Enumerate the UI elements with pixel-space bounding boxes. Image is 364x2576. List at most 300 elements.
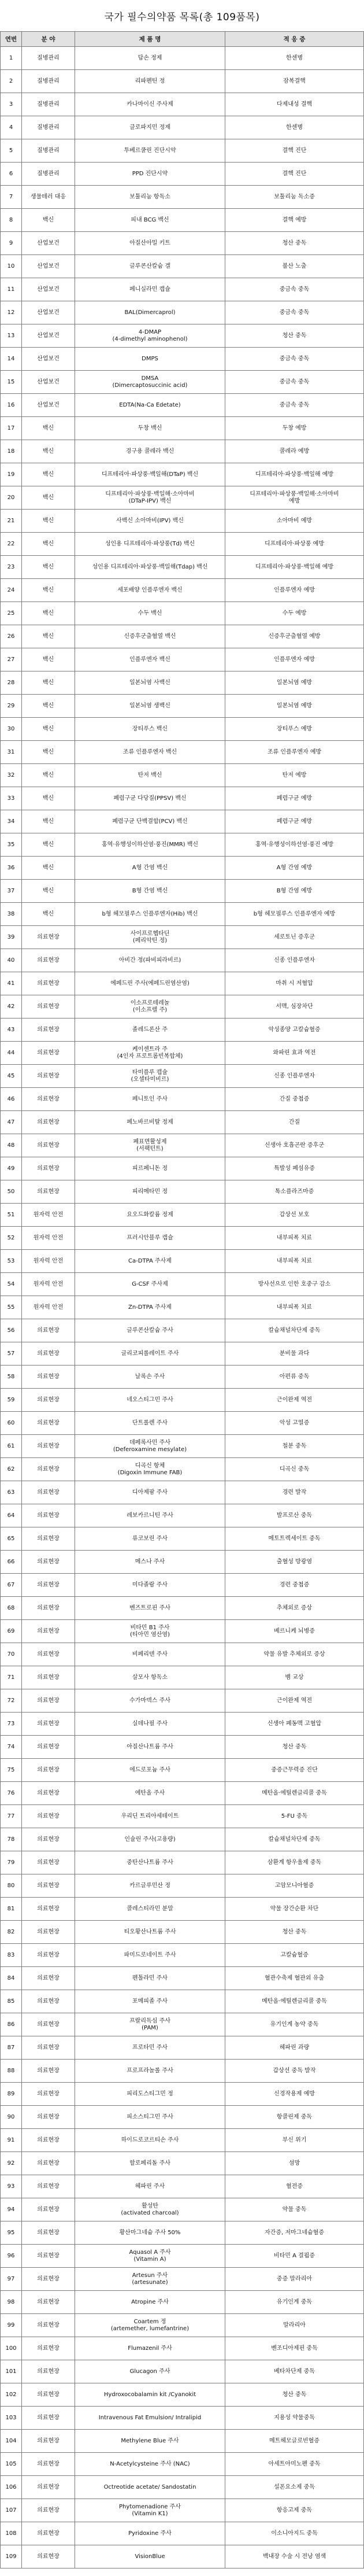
row-number: 62 bbox=[1, 1458, 22, 1481]
table-row bbox=[1, 2407, 364, 2430]
indication-cell: 홍역·유행성이하선염·풍진 예방 bbox=[225, 833, 364, 857]
table-row bbox=[1, 1643, 364, 1666]
indication-cell: 인플루엔자 예방 bbox=[225, 579, 364, 602]
product-name: 아질산아밀 키트 bbox=[75, 232, 225, 255]
row-number: 85 bbox=[1, 1990, 22, 2013]
table-row bbox=[1, 2545, 364, 2568]
row-number: 71 bbox=[1, 1666, 22, 1689]
product-name: 레보카르니틴 주사 bbox=[75, 1504, 225, 1527]
row-number: 75 bbox=[1, 1759, 22, 1782]
product-name: 피소스티그민 주사 bbox=[75, 2106, 225, 2129]
table-row bbox=[1, 2106, 364, 2129]
row-number: 99 bbox=[1, 2314, 22, 2337]
table-row bbox=[1, 440, 364, 463]
table-row bbox=[1, 695, 364, 718]
table-row bbox=[1, 1389, 364, 1412]
row-number: 36 bbox=[1, 857, 22, 880]
field-cell: 의료현장 bbox=[22, 1065, 75, 1088]
row-number: 25 bbox=[1, 602, 22, 625]
field-cell: 의료현장 bbox=[22, 1389, 75, 1412]
table-row bbox=[1, 2013, 364, 2036]
field-cell: 원자력 안전 bbox=[22, 1296, 75, 1319]
row-number: 58 bbox=[1, 1365, 22, 1389]
indication-cell: 특발성 폐섬유증 bbox=[225, 1157, 364, 1180]
product-name: 홍역·유행성이하선염·풍진(MMR) 백신 bbox=[75, 833, 225, 857]
field-cell: 의료현장 bbox=[22, 2036, 75, 2060]
table-row bbox=[1, 2476, 364, 2499]
row-number: 93 bbox=[1, 2175, 22, 2198]
table-row bbox=[1, 2291, 364, 2314]
table-row bbox=[1, 2314, 364, 2337]
row-number: 70 bbox=[1, 1643, 22, 1666]
product-name: 실데나필 주사 bbox=[75, 1713, 225, 1736]
indication-cell: 신경작용제 예방 bbox=[225, 2083, 364, 2106]
row-number: 68 bbox=[1, 1597, 22, 1620]
row-number: 82 bbox=[1, 1921, 22, 1944]
product-name: 글리코피롤레이트 주사 bbox=[75, 1342, 225, 1365]
field-cell: 원자력 안전 bbox=[22, 1250, 75, 1273]
product-name: N-Acetylcysteine 주사 (NAC) bbox=[75, 2453, 225, 2476]
indication-cell: 고칼슘혈증 bbox=[225, 1944, 364, 1967]
field-cell: 의료현장 bbox=[22, 1689, 75, 1713]
table-row bbox=[1, 209, 364, 232]
field-cell: 의료현장 bbox=[22, 949, 75, 972]
table-row bbox=[1, 1851, 364, 1874]
row-number: 88 bbox=[1, 2060, 22, 2083]
product-name: 사이프로헵타딘 (페리악틴 정) bbox=[75, 926, 225, 949]
indication-cell: 혈전증 bbox=[225, 2175, 364, 2198]
row-number: 3 bbox=[1, 93, 22, 116]
table-row bbox=[1, 810, 364, 833]
field-cell: 백신 bbox=[22, 857, 75, 880]
field-cell: 의료현장 bbox=[22, 1597, 75, 1620]
table-row bbox=[1, 1527, 364, 1551]
product-name: 조류 인플루엔자 백신 bbox=[75, 741, 225, 764]
row-number: 95 bbox=[1, 2221, 22, 2245]
row-number: 28 bbox=[1, 671, 22, 695]
row-number: 96 bbox=[1, 2245, 22, 2268]
row-number: 40 bbox=[1, 949, 22, 972]
field-cell: 산업보건 bbox=[22, 301, 75, 324]
table-row bbox=[1, 1250, 364, 1273]
table-row bbox=[1, 2175, 364, 2198]
indication-cell: 디프테리아·파상풍 예방 bbox=[225, 533, 364, 556]
table-row bbox=[1, 255, 364, 278]
row-number: 18 bbox=[1, 440, 22, 463]
row-number: 54 bbox=[1, 1273, 22, 1296]
row-number: 78 bbox=[1, 1828, 22, 1851]
product-name: 단트롤렌 주사 bbox=[75, 1412, 225, 1435]
row-number: 20 bbox=[1, 486, 22, 510]
product-name: 프로타민 주사 bbox=[75, 2036, 225, 2060]
indication-cell: 철분 중독 bbox=[225, 1435, 364, 1458]
indication-cell: 항응고제 중독 bbox=[225, 2499, 364, 2522]
field-cell: 의료현장 bbox=[22, 972, 75, 995]
table-row bbox=[1, 1874, 364, 1898]
product-name: G-CSF 주사제 bbox=[75, 1273, 225, 1296]
row-number: 27 bbox=[1, 648, 22, 671]
table-row bbox=[1, 1689, 364, 1713]
indication-cell: 서맥, 심장차단 bbox=[225, 995, 364, 1018]
product-name: 폐표면활성제 (서팩턴트) bbox=[75, 1134, 225, 1157]
table-row bbox=[1, 1759, 364, 1782]
row-number: 89 bbox=[1, 2083, 22, 2106]
product-name: 세포배양 인플루엔자 백신 bbox=[75, 579, 225, 602]
product-name: 프로프라놀롤 주사 bbox=[75, 2060, 225, 2083]
indication-cell: 항콜린제 중독 bbox=[225, 2106, 364, 2129]
field-cell: 백신 bbox=[22, 810, 75, 833]
indication-cell: 메탄올·에틸렌글리콜 중독 bbox=[225, 1782, 364, 1805]
product-name: 콜레스티라민 분말 bbox=[75, 1898, 225, 1921]
indication-cell: 수두 예방 bbox=[225, 602, 364, 625]
row-number: 2 bbox=[1, 70, 22, 93]
field-cell: 의료현장 bbox=[22, 1504, 75, 1527]
table-row bbox=[1, 556, 364, 579]
table-row bbox=[1, 1365, 364, 1389]
field-cell: 백신 bbox=[22, 602, 75, 625]
table-row bbox=[1, 718, 364, 741]
table-row bbox=[1, 139, 364, 163]
field-cell: 백신 bbox=[22, 486, 75, 510]
indication-cell: 고암모니아혈증 bbox=[225, 1874, 364, 1898]
row-number: 74 bbox=[1, 1736, 22, 1759]
table-row bbox=[1, 1481, 364, 1504]
field-cell: 의료현장 bbox=[22, 2430, 75, 2453]
table-row bbox=[1, 949, 364, 972]
table-row bbox=[1, 857, 364, 880]
indication-cell: 톡소플라즈마증 bbox=[225, 1180, 364, 1204]
field-cell: 의료현장 bbox=[22, 1527, 75, 1551]
row-number: 15 bbox=[1, 371, 22, 394]
row-number: 8 bbox=[1, 209, 22, 232]
table-row bbox=[1, 2152, 364, 2175]
row-number: 77 bbox=[1, 1805, 22, 1828]
field-cell: 산업보건 bbox=[22, 348, 75, 371]
field-cell: 의료현장 bbox=[22, 1111, 75, 1134]
row-number: 48 bbox=[1, 1134, 22, 1157]
row-number: 61 bbox=[1, 1435, 22, 1458]
row-number: 83 bbox=[1, 1944, 22, 1967]
indication-cell: 신증후군출혈열 예방 bbox=[225, 625, 364, 648]
product-name: Coartem 정 (artemether, lumefantrine) bbox=[75, 2314, 225, 2337]
row-number: 69 bbox=[1, 1620, 22, 1643]
field-cell: 의료현장 bbox=[22, 1713, 75, 1736]
indication-cell: 벤조디아제핀 중독 bbox=[225, 2337, 364, 2360]
row-number: 32 bbox=[1, 764, 22, 787]
indication-cell: 불산 노출 bbox=[225, 255, 364, 278]
row-number: 109 bbox=[1, 2545, 22, 2568]
indication-cell: 아세트아미노펜 중독 bbox=[225, 2453, 364, 2476]
product-name: 활성탄 (activated charcoal) bbox=[75, 2198, 225, 2221]
table-row bbox=[1, 486, 364, 510]
field-cell: 의료현장 bbox=[22, 2499, 75, 2522]
product-name: 디곡신 항체 (Digoxin Immune FAB) bbox=[75, 1458, 225, 1481]
row-number: 52 bbox=[1, 1227, 22, 1250]
product-name: 헤파린 주사 bbox=[75, 2175, 225, 2198]
product-name: Phytomenadione 주사 (Vitamin K1) bbox=[75, 2499, 225, 2522]
product-name: B형 간염 백신 bbox=[75, 880, 225, 903]
indication-cell: 칼슘채널차단제 중독 bbox=[225, 1319, 364, 1342]
table-row bbox=[1, 186, 364, 209]
indication-cell: 일본뇌염 예방 bbox=[225, 671, 364, 695]
indication-cell: 근이완제 역전 bbox=[225, 1689, 364, 1713]
field-cell: 백신 bbox=[22, 695, 75, 718]
product-name: Hydroxocobalamin kit /Cyanokit bbox=[75, 2383, 225, 2407]
row-number: 24 bbox=[1, 579, 22, 602]
table-row bbox=[1, 1180, 364, 1204]
field-cell: 백신 bbox=[22, 833, 75, 857]
row-number: 59 bbox=[1, 1389, 22, 1412]
product-name: 답손 정제 bbox=[75, 47, 225, 70]
row-number: 16 bbox=[1, 394, 22, 417]
product-name: DMSA (Dimercaptosuccinic acid) bbox=[75, 371, 225, 394]
table-row bbox=[1, 93, 364, 116]
product-name: 프랄리독심 주사 (PAM) bbox=[75, 2013, 225, 2036]
table-row bbox=[1, 1828, 364, 1851]
product-name: 피내 BCG 백신 bbox=[75, 209, 225, 232]
table-row bbox=[1, 2221, 364, 2245]
row-number: 34 bbox=[1, 810, 22, 833]
row-number: 108 bbox=[1, 2522, 22, 2545]
field-cell: 백신 bbox=[22, 880, 75, 903]
table-row bbox=[1, 2060, 364, 2083]
indication-cell: 메토트렉세이트 중독 bbox=[225, 1527, 364, 1551]
table-row bbox=[1, 371, 364, 394]
field-cell: 산업보건 bbox=[22, 255, 75, 278]
indication-cell: 콜레라 예방 bbox=[225, 440, 364, 463]
product-name: 에페드린 주사(에페드린염산염) bbox=[75, 972, 225, 995]
product-name: Aquasol A 주사 (Vitamin A) bbox=[75, 2245, 225, 2268]
field-cell: 의료현장 bbox=[22, 926, 75, 949]
row-number: 103 bbox=[1, 2407, 22, 2430]
indication-cell: 내부피폭 치료 bbox=[225, 1227, 364, 1250]
product-name: A형 간염 백신 bbox=[75, 857, 225, 880]
product-name: 피리메타민 정 bbox=[75, 1180, 225, 1204]
product-name: b형 헤모필루스 인플루엔자(Hib) 백신 bbox=[75, 903, 225, 926]
product-name: Ca-DTPA 주사제 bbox=[75, 1250, 225, 1273]
field-cell: 의료현장 bbox=[22, 1967, 75, 1990]
field-cell: 의료현장 bbox=[22, 1736, 75, 1759]
field-cell: 원자력 안전 bbox=[22, 1227, 75, 1250]
table-row bbox=[1, 2360, 364, 2383]
field-cell: 백신 bbox=[22, 741, 75, 764]
row-number: 17 bbox=[1, 417, 22, 440]
indication-cell: 지용성 약물중독 bbox=[225, 2407, 364, 2430]
product-name: 타미플루 캡슐 (오셀타미비르) bbox=[75, 1065, 225, 1088]
field-cell: 백신 bbox=[22, 718, 75, 741]
row-number: 37 bbox=[1, 880, 22, 903]
row-number: 4 bbox=[1, 116, 22, 139]
table-row bbox=[1, 579, 364, 602]
field-cell: 의료현장 bbox=[22, 2013, 75, 2036]
indication-cell: 발프로산 중독 bbox=[225, 1504, 364, 1527]
table-row bbox=[1, 1458, 364, 1481]
indication-cell: 비타민 A 결핍증 bbox=[225, 2245, 364, 2268]
table-body bbox=[1, 47, 364, 2568]
field-cell: 의료현장 bbox=[22, 1805, 75, 1828]
indication-cell: 내부피폭 치료 bbox=[225, 1296, 364, 1319]
field-cell: 질병관리 bbox=[22, 47, 75, 70]
row-number: 106 bbox=[1, 2476, 22, 2499]
table-row bbox=[1, 417, 364, 440]
field-cell: 원자력 안전 bbox=[22, 1273, 75, 1296]
table-row bbox=[1, 348, 364, 371]
row-number: 22 bbox=[1, 533, 22, 556]
row-number: 51 bbox=[1, 1204, 22, 1227]
field-cell: 의료현장 bbox=[22, 1643, 75, 1666]
row-number: 14 bbox=[1, 348, 22, 371]
indication-cell: 악성 고열증 bbox=[225, 1412, 364, 1435]
table-row bbox=[1, 2453, 364, 2476]
field-cell: 백신 bbox=[22, 579, 75, 602]
table-row bbox=[1, 1227, 364, 1250]
product-name: 4-DMAP (4-dimethyl aminophenol) bbox=[75, 324, 225, 348]
field-cell: 의료현장 bbox=[22, 2407, 75, 2430]
row-number: 49 bbox=[1, 1157, 22, 1180]
indication-cell: 신생아 호흡곤란 증후군 bbox=[225, 1134, 364, 1157]
field-cell: 의료현장 bbox=[22, 2522, 75, 2545]
product-name: 에탄올 주사 bbox=[75, 1782, 225, 1805]
row-number: 1 bbox=[1, 47, 22, 70]
product-name: 중탄산나트륨 주사 bbox=[75, 1851, 225, 1874]
row-number: 44 bbox=[1, 1042, 22, 1065]
indication-cell: 잠복결핵 bbox=[225, 70, 364, 93]
field-cell: 질병관리 bbox=[22, 93, 75, 116]
row-number: 81 bbox=[1, 1898, 22, 1921]
field-cell: 의료현장 bbox=[22, 2129, 75, 2152]
field-cell: 의료현장 bbox=[22, 1435, 75, 1458]
field-cell: 의료현장 bbox=[22, 2198, 75, 2221]
row-number: 79 bbox=[1, 1851, 22, 1874]
product-name: 성인용 디프테리아·파상풍·백일해(Tdap) 백신 bbox=[75, 556, 225, 579]
indication-cell: 약물 유발 추체외로 증상 bbox=[225, 1643, 364, 1666]
row-number: 23 bbox=[1, 556, 22, 579]
product-name: 카나마이신 주사제 bbox=[75, 93, 225, 116]
indication-cell: 디프테리아·파상풍·백일해 예방 bbox=[225, 463, 364, 486]
field-cell: 의료현장 bbox=[22, 1458, 75, 1481]
product-name: Octreotide acetate/ Sandostatin bbox=[75, 2476, 225, 2499]
page-title: 국가 필수의약품 목록(총 109품목) bbox=[104, 11, 260, 23]
indication-cell: 중증근무력증 진단 bbox=[225, 1759, 364, 1782]
table-row bbox=[1, 1574, 364, 1597]
header-no: 연번 bbox=[1, 32, 22, 47]
product-name: 미다졸람 주사 bbox=[75, 1574, 225, 1597]
indication-cell: 폐렴구균 예방 bbox=[225, 787, 364, 810]
field-cell: 의료현장 bbox=[22, 2337, 75, 2360]
product-name: 인슐린 주사(고용량) bbox=[75, 1828, 225, 1851]
row-number: 80 bbox=[1, 1874, 22, 1898]
field-cell: 의료현장 bbox=[22, 1018, 75, 1042]
field-cell: 백신 bbox=[22, 787, 75, 810]
product-name: 투베르쿨린 진단시약 bbox=[75, 139, 225, 163]
table-row bbox=[1, 116, 364, 139]
indication-cell: 인플루엔자 예방 bbox=[225, 648, 364, 671]
field-cell: 산업보건 bbox=[22, 324, 75, 348]
table-row bbox=[1, 1921, 364, 1944]
row-number: 11 bbox=[1, 278, 22, 301]
table-row bbox=[1, 1088, 364, 1111]
row-number: 86 bbox=[1, 2013, 22, 2036]
field-cell: 질병관리 bbox=[22, 70, 75, 93]
field-cell: 의료현장 bbox=[22, 1574, 75, 1597]
table-row bbox=[1, 764, 364, 787]
table-row bbox=[1, 2198, 364, 2221]
field-cell: 의료현장 bbox=[22, 2268, 75, 2291]
row-number: 35 bbox=[1, 833, 22, 857]
indication-cell: 삼환계 항우울제 중독 bbox=[225, 1851, 364, 1874]
field-cell: 백신 bbox=[22, 671, 75, 695]
indication-cell: 칼슘채널차단제 중독 bbox=[225, 1828, 364, 1851]
field-cell: 의료현장 bbox=[22, 1759, 75, 1782]
product-name: 아질산나트륨 주사 bbox=[75, 1736, 225, 1759]
field-cell: 의료현장 bbox=[22, 1666, 75, 1689]
row-number: 9 bbox=[1, 232, 22, 255]
table-row bbox=[1, 510, 364, 533]
product-name: 글루콘산칼슘 겔 bbox=[75, 255, 225, 278]
product-name: 황산마그네슘 주사 50% bbox=[75, 2221, 225, 2245]
product-name: Flumazenil 주사 bbox=[75, 2337, 225, 2360]
product-name: 장티푸스 백신 bbox=[75, 718, 225, 741]
indication-cell: 청산 중독 bbox=[225, 1921, 364, 1944]
row-number: 73 bbox=[1, 1713, 22, 1736]
indication-cell: 약물 중독 bbox=[225, 2198, 364, 2221]
product-name: EDTA(Na-Ca Edetate) bbox=[75, 394, 225, 417]
indication-cell: 마취 시 저혈압 bbox=[225, 972, 364, 995]
field-cell: 백신 bbox=[22, 209, 75, 232]
table-row bbox=[1, 1157, 364, 1180]
row-number: 102 bbox=[1, 2383, 22, 2407]
indication-cell: 악성종양 고칼슘혈증 bbox=[225, 1018, 364, 1042]
table-row bbox=[1, 394, 364, 417]
row-number: 29 bbox=[1, 695, 22, 718]
field-cell: 질병관리 bbox=[22, 163, 75, 186]
product-name: 경구용 콜레라 백신 bbox=[75, 440, 225, 463]
table-row bbox=[1, 880, 364, 903]
product-name: 신증후군출혈열 백신 bbox=[75, 625, 225, 648]
field-cell: 산업보건 bbox=[22, 394, 75, 417]
indication-cell: 세로토닌 증후군 bbox=[225, 926, 364, 949]
product-name: 메스나 주사 bbox=[75, 1551, 225, 1574]
product-name: 인플루엔자 백신 bbox=[75, 648, 225, 671]
indication-cell: 갑상선 보호 bbox=[225, 1204, 364, 1227]
indication-cell: 한센병 bbox=[225, 116, 364, 139]
table-row bbox=[1, 602, 364, 625]
indication-cell: 소아마비 예방 bbox=[225, 510, 364, 533]
row-number: 46 bbox=[1, 1088, 22, 1111]
product-name: DMPS bbox=[75, 348, 225, 371]
field-cell: 질병관리 bbox=[22, 116, 75, 139]
product-name: Zn-DTPA 주사제 bbox=[75, 1296, 225, 1319]
product-name: Pyridoxine 주사 bbox=[75, 2522, 225, 2545]
indication-cell: 경련 발작 bbox=[225, 1481, 364, 1504]
product-name: 이소프로테레놀 (이소프렐 주) bbox=[75, 995, 225, 1018]
field-cell: 의료현장 bbox=[22, 1921, 75, 1944]
row-number: 100 bbox=[1, 2337, 22, 2360]
field-cell: 의료현장 bbox=[22, 2221, 75, 2245]
table-row bbox=[1, 1111, 364, 1134]
product-name: 피리도스티그민 정 bbox=[75, 2083, 225, 2106]
indication-cell: 경련 중첩증 bbox=[225, 1574, 364, 1597]
table-row bbox=[1, 1134, 364, 1157]
row-number: 56 bbox=[1, 1319, 22, 1342]
field-cell: 의료현장 bbox=[22, 2383, 75, 2407]
table-row bbox=[1, 463, 364, 486]
table-row bbox=[1, 1273, 364, 1296]
row-number: 90 bbox=[1, 2106, 22, 2129]
table-row bbox=[1, 1805, 364, 1828]
table-row bbox=[1, 1967, 364, 1990]
indication-cell: 결핵 진단 bbox=[225, 163, 364, 186]
